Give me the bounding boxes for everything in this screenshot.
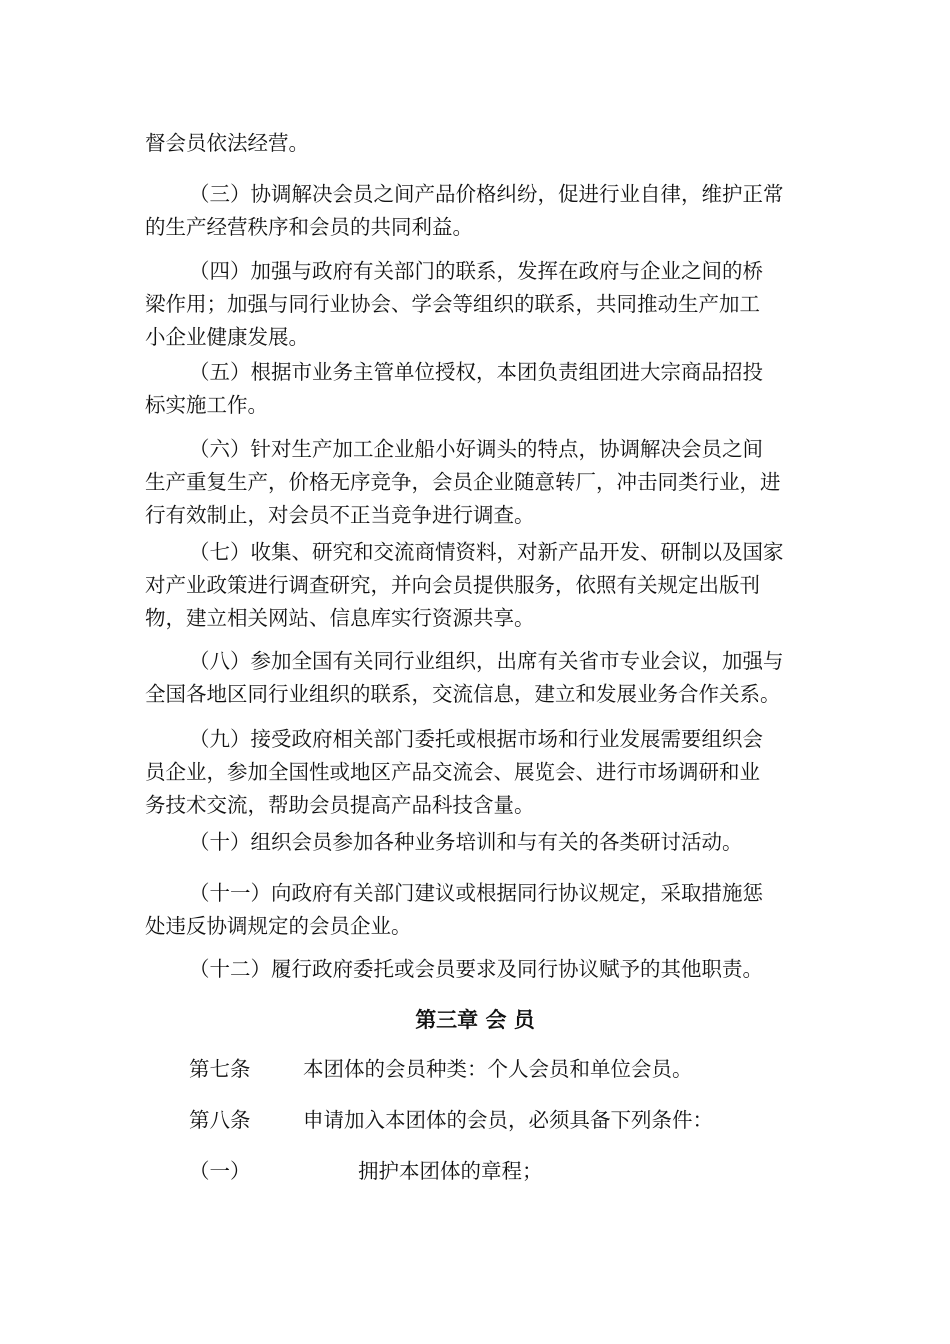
text-line: 全国各地区同行业组织的联系，交流信息，建立和发展业务合作关系。 [145, 682, 781, 706]
paragraph-item-5 [145, 356, 810, 422]
paragraph-item-4 [145, 255, 810, 354]
text-line: （十）组织会员参加各种业务培训和与有关的各类研讨活动。 [189, 830, 743, 854]
text-line: 员企业，参加全国性或地区产品交流会、展览会、进行市场调研和业 [145, 760, 760, 784]
paragraph-item-3 [145, 178, 810, 244]
article-text: 本团体的会员种类：个人会员和单位会员。 [303, 1057, 693, 1081]
text-line: 梁作用；加强与同行业协会、学会等组织的联系，共同推动生产加工 [145, 292, 760, 316]
article-label: 第八条 [189, 1108, 251, 1132]
paragraph-continuation [145, 127, 810, 160]
text-line: （六）针对生产加工企业船小好调头的特点，协调解决会员之间 [189, 437, 763, 461]
text-line: （七）收集、研究和交流商情资料，对新产品开发、研制以及国家 [189, 540, 784, 564]
article-text: 申请加入本团体的会员，必须具备下列条件： [303, 1108, 713, 1132]
text-line: 小企业健康发展。 [145, 325, 309, 349]
text-line: 务技术交流，帮助会员提高产品科技含量。 [145, 793, 535, 817]
text-line: （五）根据市业务主管单位授权，本团负责组团进大宗商品招投 [189, 360, 763, 384]
text-line: （九）接受政府相关部门委托或根据市场和行业发展需要组织会 [189, 727, 763, 751]
condition-label: （一） [189, 1159, 251, 1183]
text-line: 行有效制止，对会员不正当竞争进行调查。 [145, 503, 535, 527]
paragraph-item-10 [145, 826, 810, 859]
article-label: 第七条 [189, 1057, 251, 1081]
paragraph-item-6 [145, 433, 810, 532]
chapter-heading: 第三章 会 员 [415, 1007, 535, 1032]
text-line: 督会员依法经营。 [145, 131, 309, 155]
text-line: （八）参加全国有关同行业组织，出席有关省市专业会议，加强与 [189, 649, 784, 673]
text-line: 处违反协调规定的会员企业。 [145, 914, 412, 938]
text-line: 物，建立相关网站、信息库实行资源共享。 [145, 606, 535, 630]
text-line: 的生产经营秩序和会员的共同利益。 [145, 215, 473, 239]
paragraph-item-9 [145, 723, 810, 822]
condition-text: 拥护本团体的章程； [358, 1159, 543, 1183]
paragraph-item-8 [145, 645, 810, 711]
paragraph-item-11 [145, 877, 810, 943]
text-line: （三）协调解决会员之间产品价格纠纷，促进行业自律，维护正常 [189, 182, 784, 206]
text-line: （四）加强与政府有关部门的联系，发挥在政府与企业之间的桥 [189, 259, 763, 283]
paragraph-item-12 [145, 953, 810, 986]
text-line: 标实施工作。 [145, 393, 268, 417]
paragraph-item-7 [145, 536, 810, 635]
text-line: （十一）向政府有关部门建议或根据同行协议规定，采取措施惩 [189, 881, 763, 905]
text-line: （十二）履行政府委托或会员要求及同行协议赋予的其他职责。 [189, 957, 763, 981]
text-line: 生产重复生产，价格无序竞争，会员企业随意转厂，冲击同类行业，进 [145, 470, 781, 494]
text-line: 对产业政策进行调查研究，并向会员提供服务，依照有关规定出版刊 [145, 573, 760, 597]
